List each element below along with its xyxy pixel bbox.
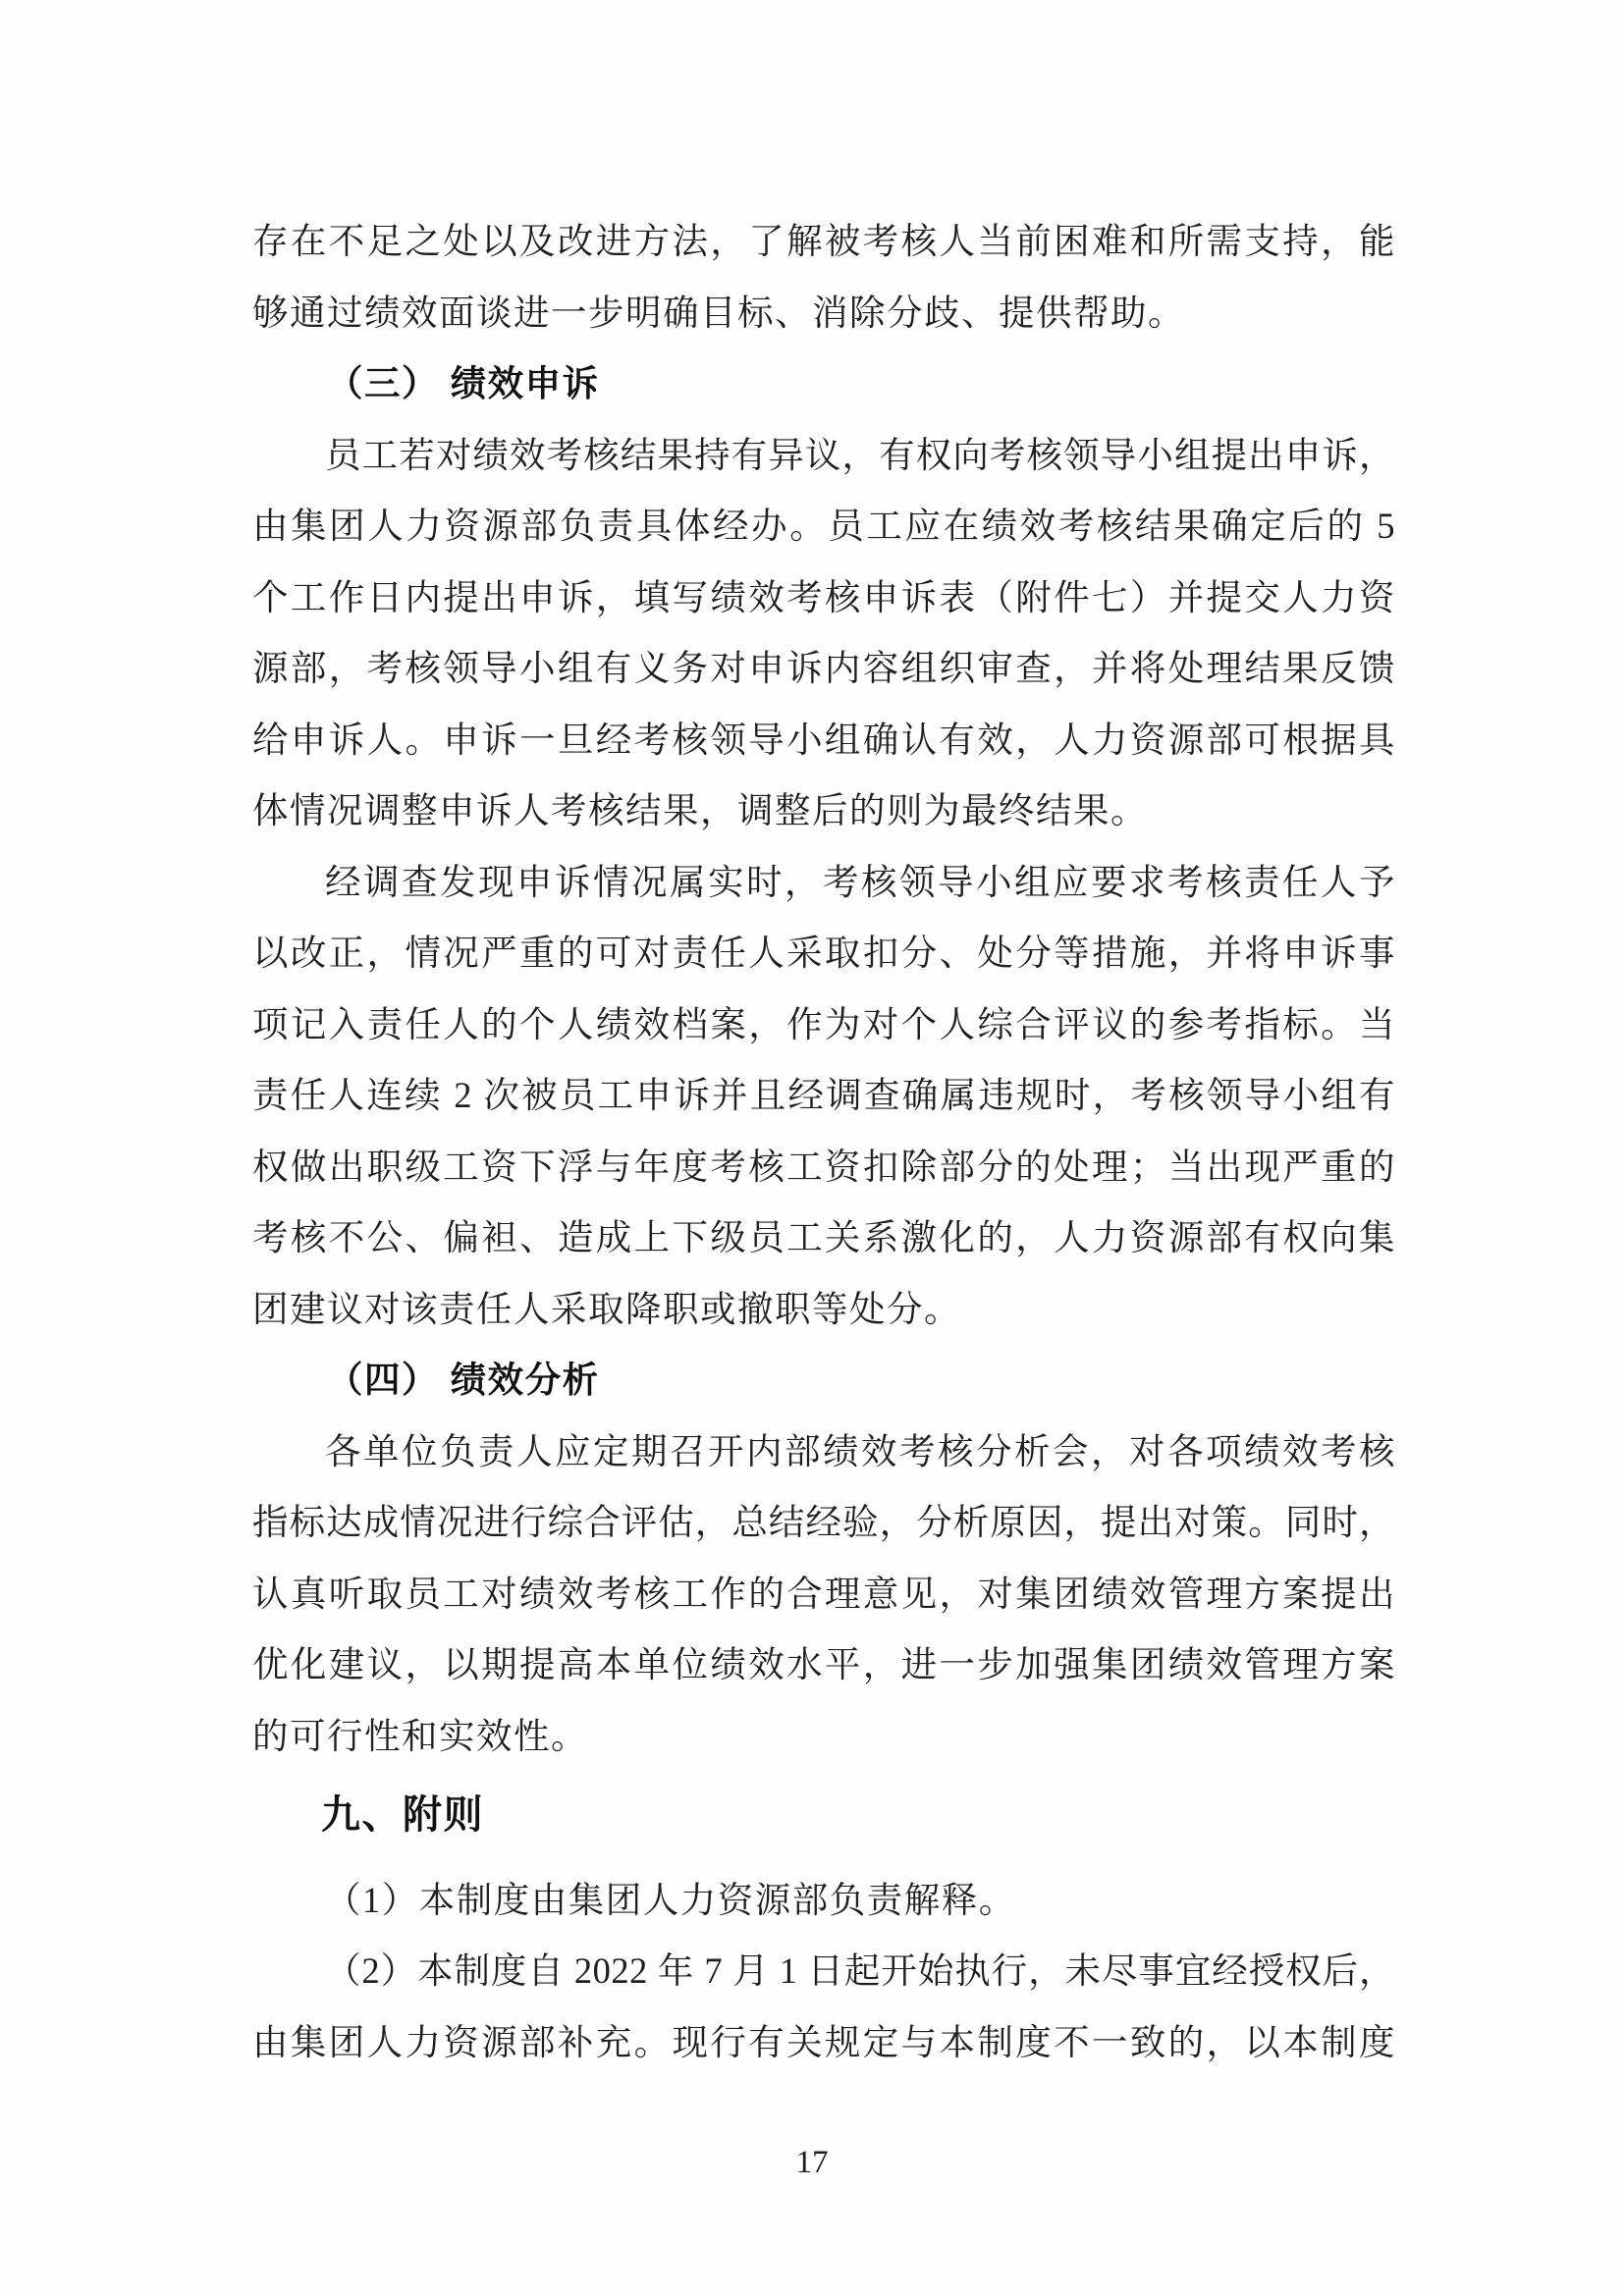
body-line: 给申诉人。申诉一旦经考核领导小组确认有效，人力资源部可根据具 <box>252 719 1395 760</box>
body-line: 经调查发现申诉情况属实时，考核领导小组应要求考核责任人予 <box>325 861 1395 902</box>
body-line: 体情况调整申诉人考核结果，调整后的则为最终结果。 <box>252 790 1148 830</box>
body-line: （1）本制度由集团人力资源部负责解释。 <box>325 1879 1016 1920</box>
body-line: （2）本制度自 2022 年 7 月 1 日起开始执行，未尽事宜经授权后， <box>325 1950 1395 1991</box>
body-line: 以改正，情况严重的可对责任人采取扣分、处分等措施，并将申诉事 <box>252 933 1395 973</box>
heading-performance-analysis: （四） 绩效分析 <box>327 1360 600 1400</box>
body-line: 优化建议，以期提高本单位绩效水平，进一步加强集团绩效管理方案 <box>252 1644 1395 1684</box>
body-line: 由集团人力资源部负责具体经办。员工应在绩效考核结果确定后的 5 <box>252 506 1395 546</box>
body-line: 团建议对该责任人采取降职或撤职等处分。 <box>252 1288 961 1329</box>
body-line: 源部，考核领导小组有义务对申诉内容组织审查，并将处理结果反馈 <box>252 648 1395 688</box>
body-line: 由集团人力资源部补充。现行有关规定与本制度不一致的，以本制度 <box>252 2021 1395 2062</box>
body-line: 考核不公、偏袒、造成上下级员工关系激化的，人力资源部有权向集 <box>252 1217 1395 1257</box>
heading-supplementary-provisions: 九、附则 <box>321 1793 484 1837</box>
body-line: 认真听取员工对绩效考核工作的合理意见，对集团绩效管理方案提出 <box>252 1573 1395 1614</box>
heading-performance-appeal: （三） 绩效申诉 <box>327 363 600 403</box>
body-line: 各单位负责人应定期召开内部绩效考核分析会，对各项绩效考核 <box>325 1430 1395 1471</box>
body-line: 的可行性和实效性。 <box>252 1715 588 1756</box>
page-number: 17 <box>795 2145 829 2180</box>
body-line: 员工若对绩效考核结果持有异议，有权向考核领导小组提出申诉， <box>325 434 1395 475</box>
body-line: 存在不足之处以及改进方法，了解被考核人当前困难和所需支持，能 <box>252 221 1395 261</box>
page-footer <box>0 2138 1624 2187</box>
body-line: 责任人连续 2 次被员工申诉并且经调查确属违规时，考核领导小组有 <box>252 1075 1395 1115</box>
body-line: 够通过绩效面谈进一步明确目标、消除分歧、提供帮助。 <box>252 292 1185 333</box>
body-line: 权做出职级工资下浮与年度考核工资扣除部分的处理；当出现严重的 <box>252 1146 1395 1187</box>
body-line: 项记入责任人的个人绩效档案，作为对个人综合评议的参考指标。当 <box>252 1003 1395 1044</box>
body-line: 个工作日内提出申诉，填写绩效考核申诉表（附件七）并提交人力资 <box>252 576 1395 617</box>
page-content <box>252 206 1395 2078</box>
body-line: 指标达成情况进行综合评估，总结经验，分析原因，提出对策。同时， <box>252 1502 1395 1542</box>
